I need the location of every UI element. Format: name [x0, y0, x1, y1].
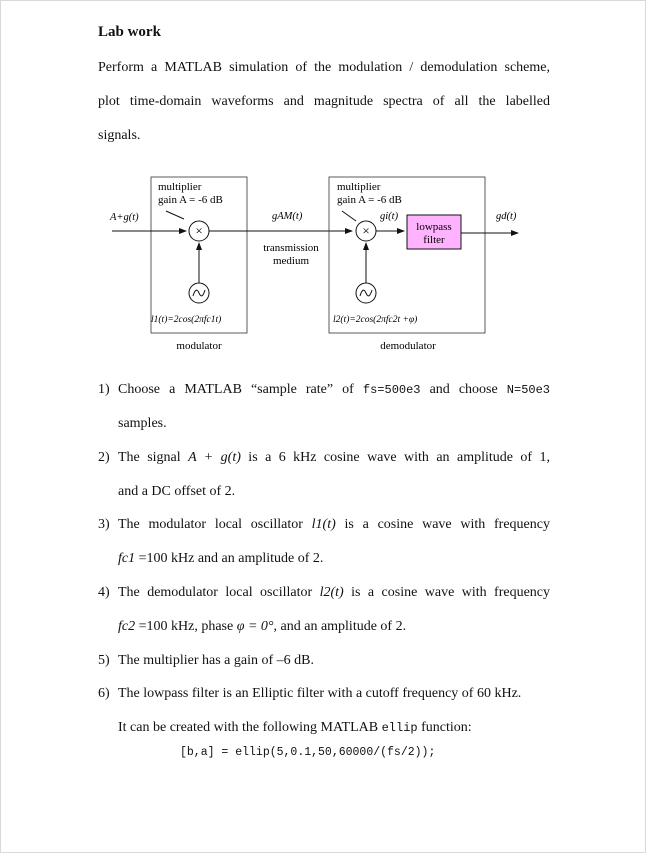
modulator-title-1: multiplier — [158, 181, 202, 193]
intro-line-2: plot time-domain waveforms and magnitude spectra of all the labelled — [98, 94, 550, 109]
medium-line-2: medium — [272, 255, 310, 267]
input-label: A+g(t) — [110, 212, 139, 223]
filter-line-1: lowpass — [416, 221, 452, 233]
filter-line-2: filter — [423, 234, 445, 246]
heading: Lab work — [98, 24, 161, 40]
output-label: gd(t) — [496, 211, 517, 222]
multiply-icon: × — [362, 223, 370, 238]
modulator-oscillator-label: l1(t)=2cos(2πfc1t) — [151, 315, 222, 325]
demodulator-caption: demodulator — [380, 340, 436, 352]
intro-line-1: Perform a MATLAB simulation of the modulation / demodulation scheme, — [98, 60, 550, 75]
intermediate-label: gi(t) — [380, 211, 399, 222]
code-snippet: [b,a] = ellip(5,0.1,50,60000/(fs/2)); — [180, 746, 436, 759]
medium-line-1: transmission — [263, 242, 319, 254]
demodulator-title-2: gain A = -6 dB — [337, 194, 402, 206]
intro-line-3: signals. — [98, 128, 141, 143]
demodulator-oscillator-label: l2(t)=2cos(2πfc2t +φ) — [333, 315, 418, 325]
block-diagram — [0, 0, 646, 360]
multiply-icon: × — [195, 223, 203, 238]
modulator-title-2: gain A = -6 dB — [158, 194, 223, 206]
channel-signal-label: gAM(t) — [272, 211, 303, 222]
demodulator-title-1: multiplier — [337, 181, 381, 193]
modulator-caption: modulator — [176, 340, 222, 352]
